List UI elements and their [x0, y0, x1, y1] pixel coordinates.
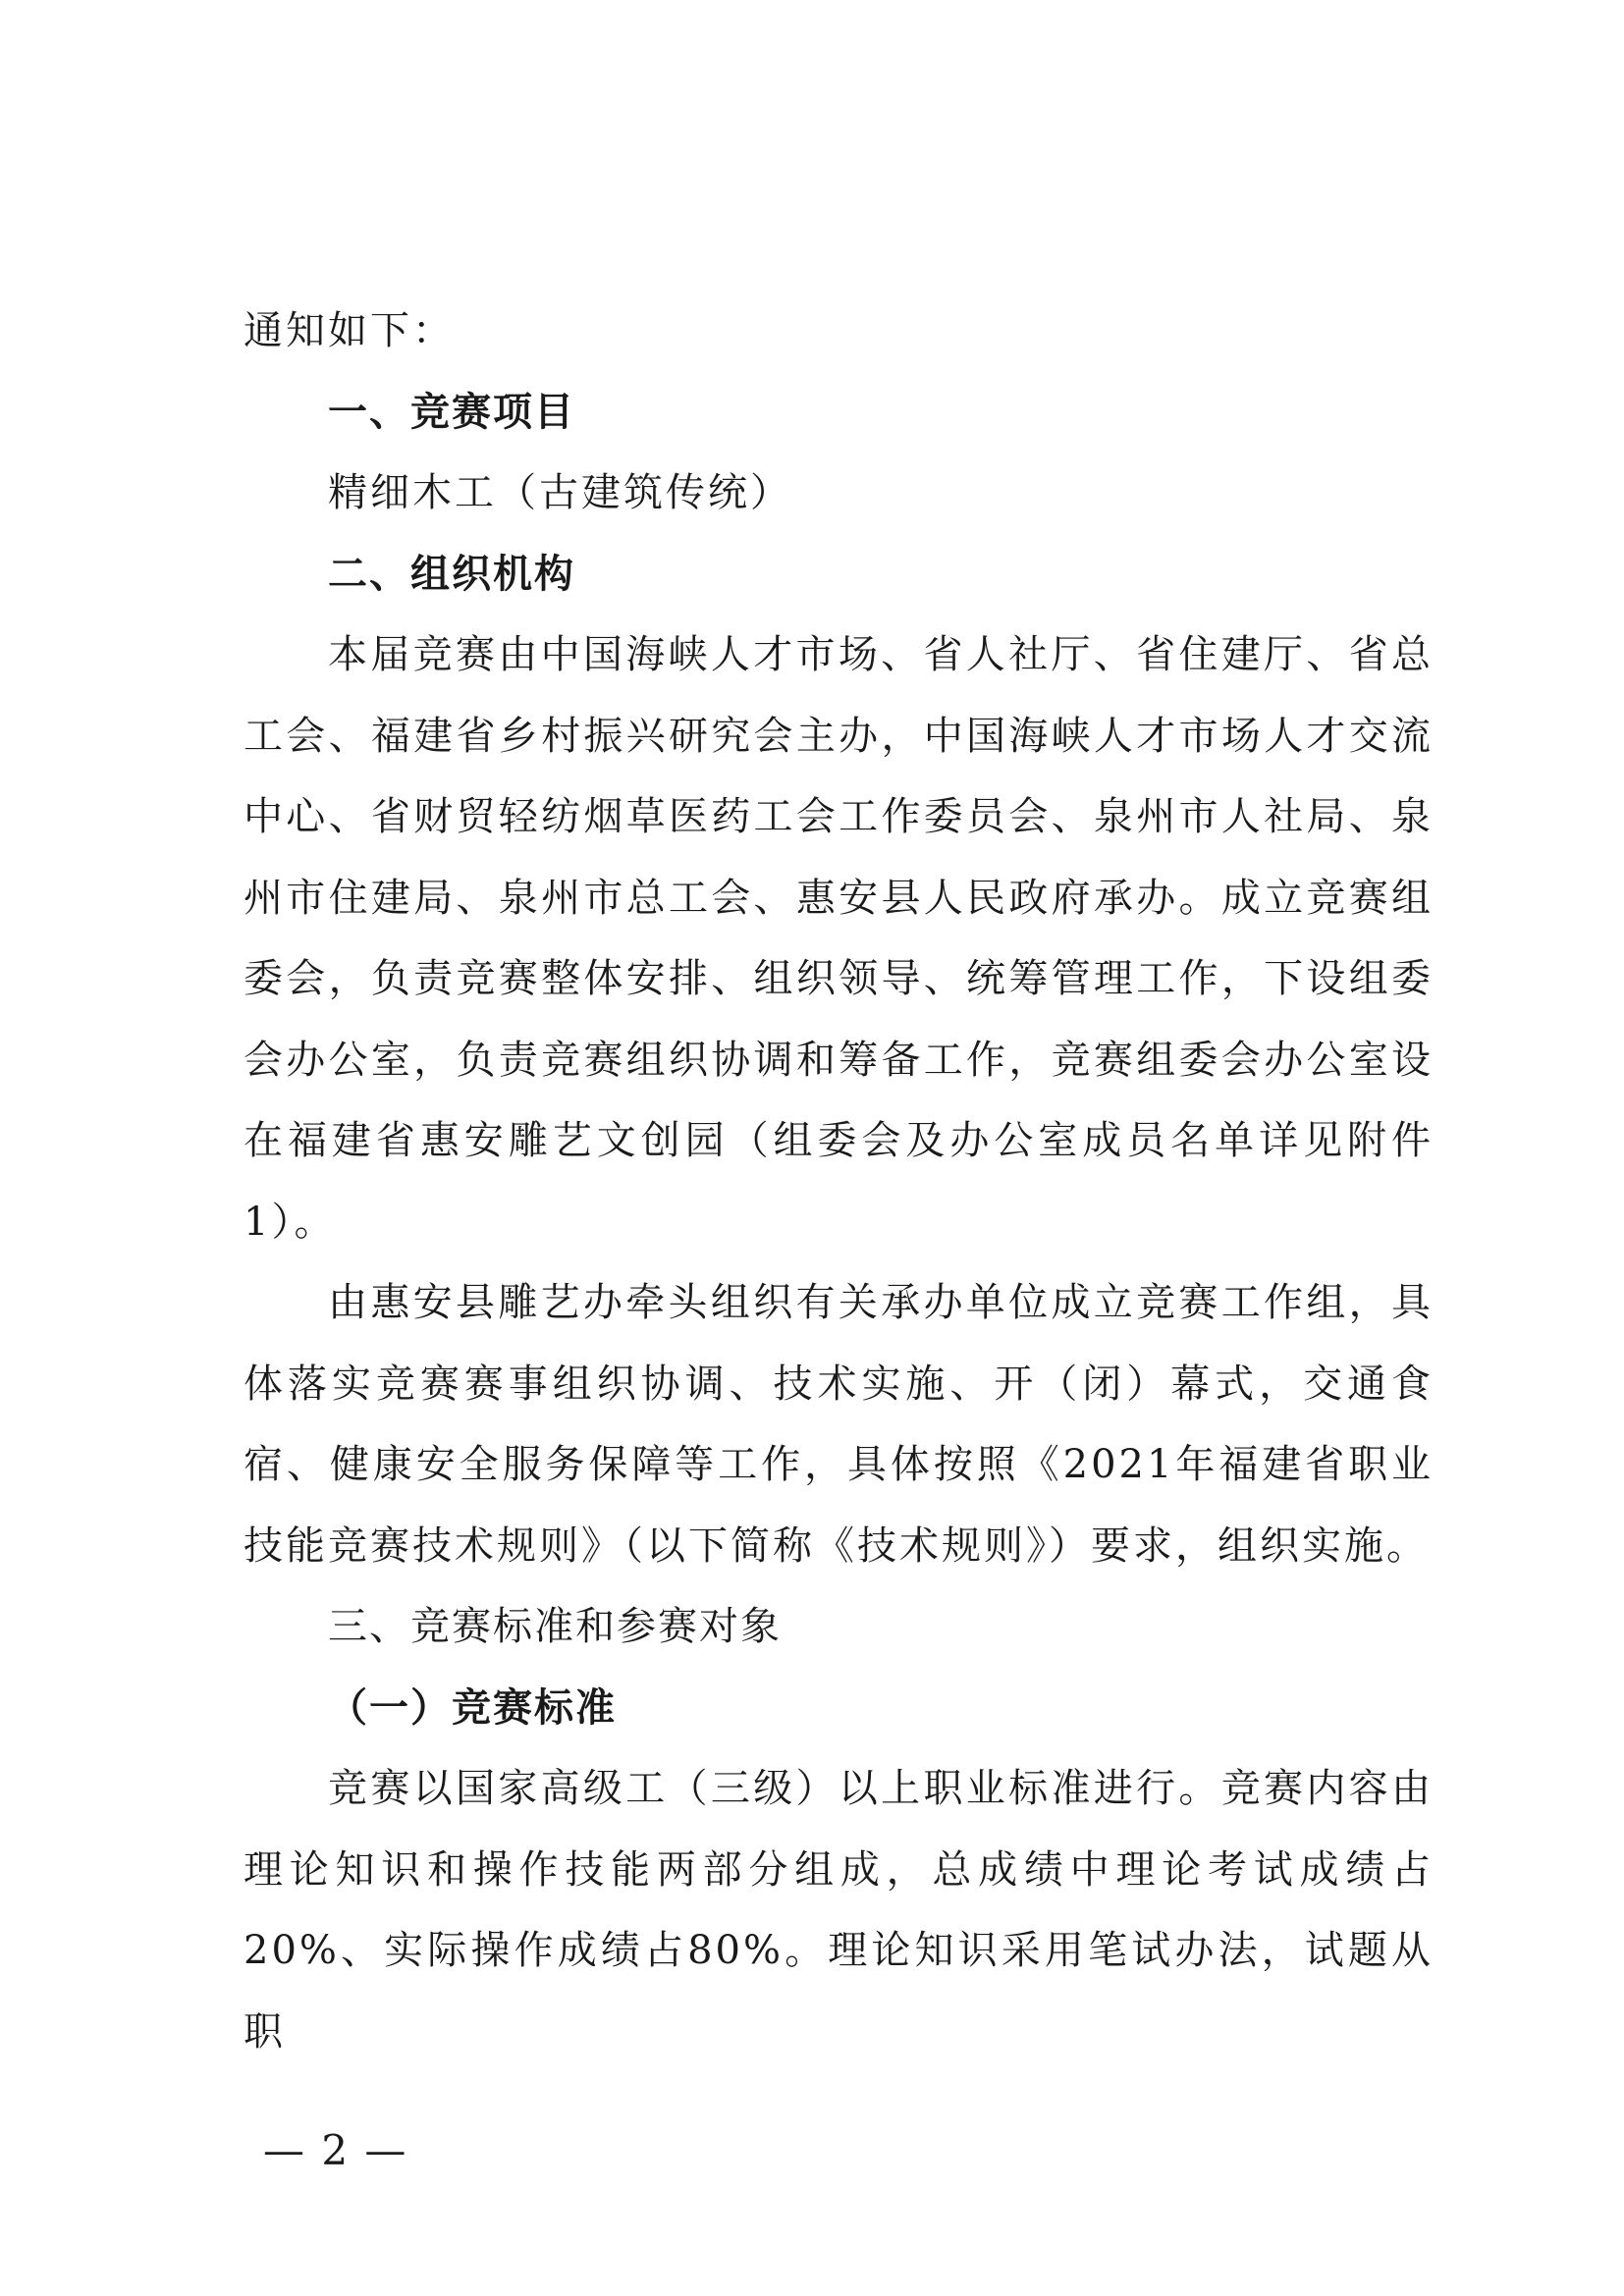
standard-paragraph: 竞赛以国家高级工（三级）以上职业标准进行。竞赛内容由理论知识和操作技能两部分组成，总成绩中理论考试成绩占20%、实际操作成绩占80%。理论知识采用笔试办法，试题从职	[244, 1766, 1434, 2055]
subsection-heading-1: （一）竞赛标准	[328, 1684, 617, 1731]
organization-paragraph: 本届竞赛由中国海峡人才市场、省人社厅、省住建厅、省总工会、福建省乡村振兴研究会主办，中国海峡人才市场人才交流中心、省财贸轻纺烟草医药工会工作委员会、泉州市人社局、泉州市住建局、泉州市总工会、惠安县人民政府承办。成立竞赛组委会，负责竞赛整体安排、组织领导、统筹管理工作，下设组委会办公室，负责竞赛组织协调和筹备工作，竞赛组委会办公室设在福建省惠安雕艺文创园（组委会及办公室成员名单详见附件1）。	[244, 632, 1434, 1245]
document-body	[244, 291, 1434, 2072]
competition-item: 精细木工（古建筑传统）	[328, 470, 792, 515]
section-heading-1: 一、竞赛项目	[328, 389, 575, 435]
section-heading-2: 二、组织机构	[328, 551, 575, 597]
opening-line: 通知如下：	[244, 308, 455, 353]
working-group-paragraph: 由惠安县雕艺办牵头组织有关承办单位成立竞赛工作组，具体落实竞赛赛事组织协调、技术实施、开（闭）幕式，交通食宿、健康安全服务保障等工作，具体按照《2021年福建省职业技能竞赛技术规则》（以下简称《技术规则》）要求，组织实施。	[244, 1280, 1434, 1569]
section-heading-3: 三、竞赛标准和参赛对象	[328, 1604, 782, 1649]
page-number: — 2 —	[263, 2126, 408, 2174]
